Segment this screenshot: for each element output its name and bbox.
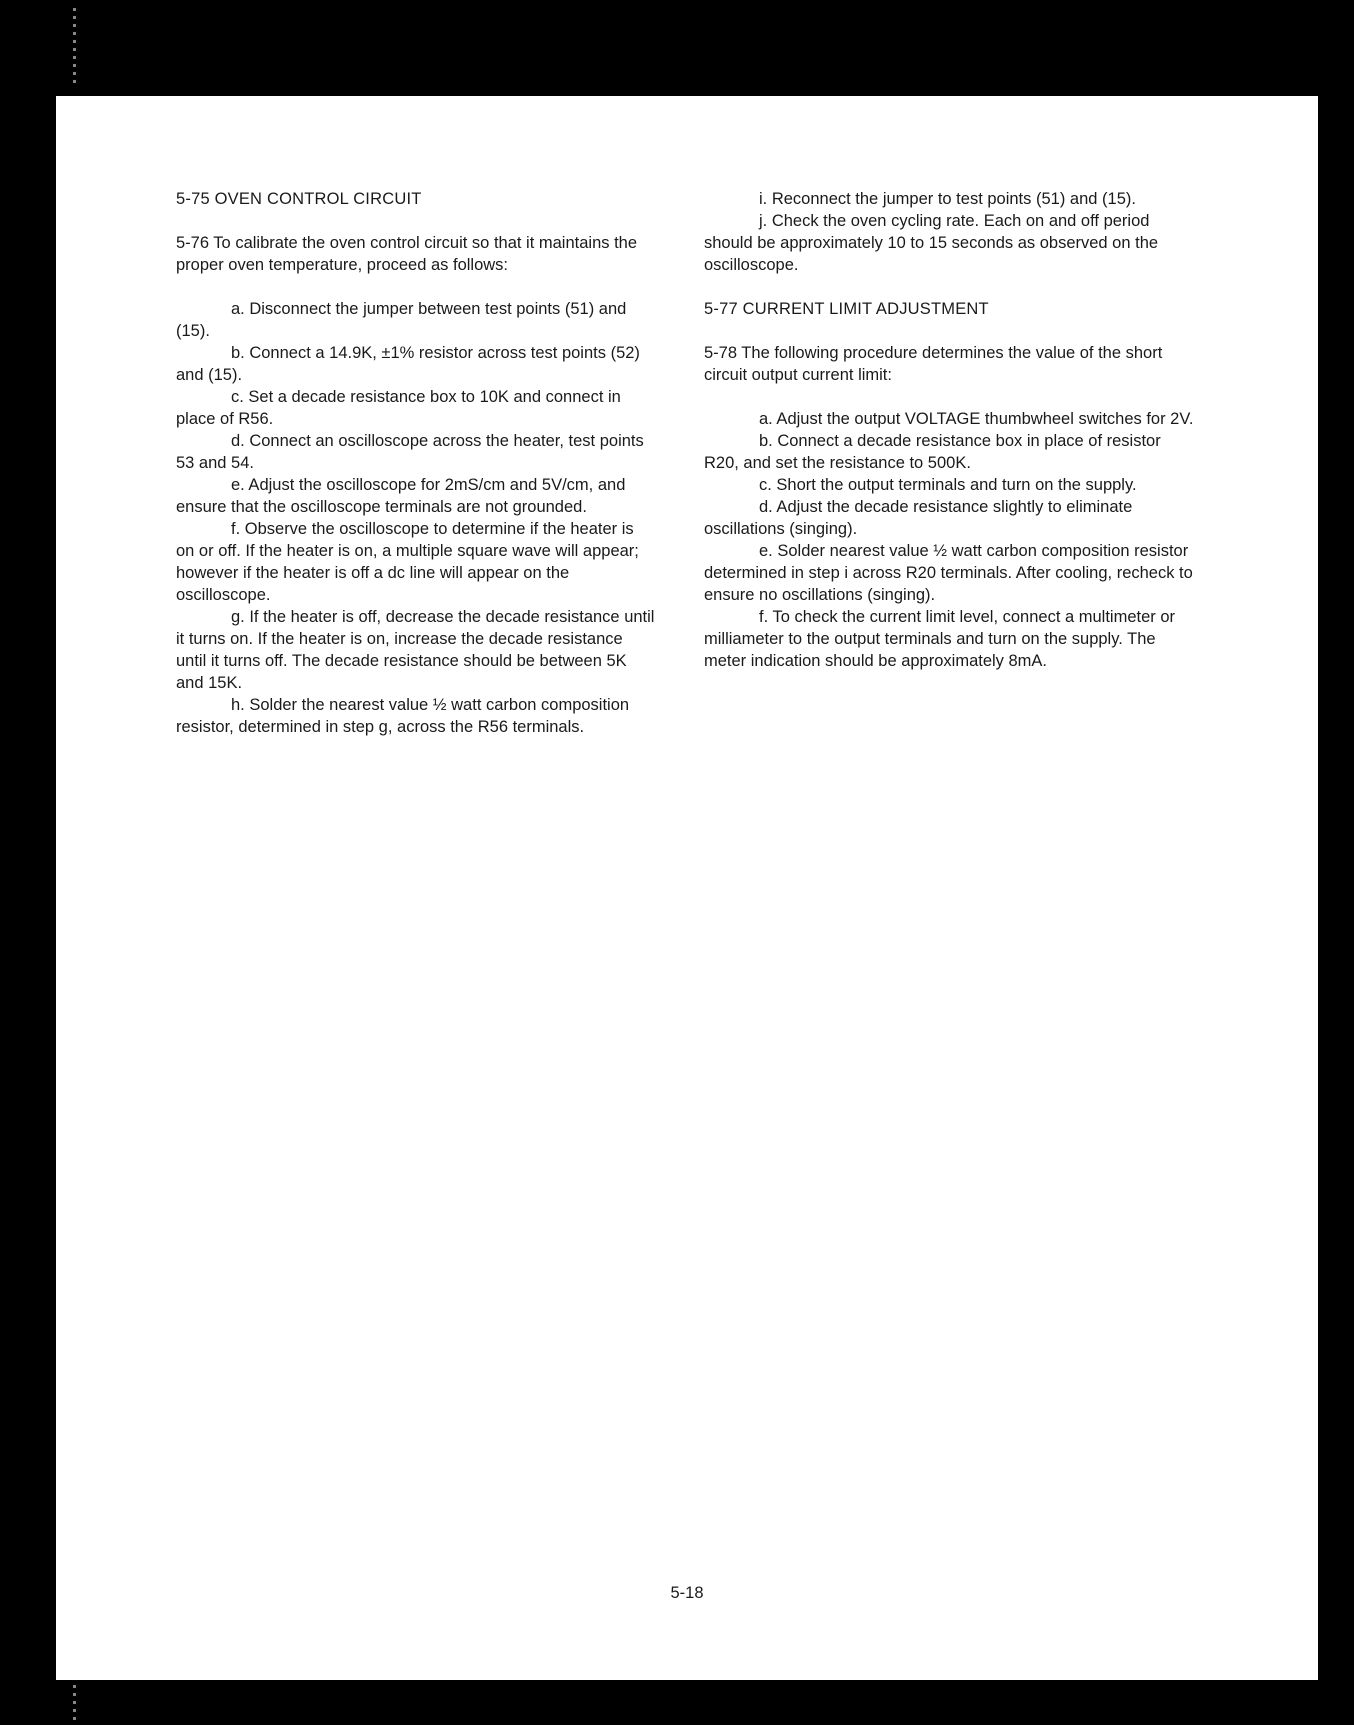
step-item: c. Set a decade resistance box to 10K and connect in place of R56. bbox=[176, 388, 621, 428]
step-item: g. If the heater is off, decrease the decade resistance until it turns on. If the heater is on, increase the decade resistance until it turns off. The decade resistance should be between 5K and 15K. bbox=[176, 608, 655, 692]
step-item: c. Short the output terminals and turn on the supply. bbox=[759, 476, 1137, 494]
step-item: e. Solder nearest value ½ watt carbon composition resistor determined in step i across R20 terminals. After cooling, recheck to ensure no oscillations (singing). bbox=[704, 542, 1193, 604]
page-number: 5-18 bbox=[670, 1584, 704, 1602]
intro-paragraph-5-76: 5-76 To calibrate the oven control circuit so that it maintains the proper oven temperature, proceed as follows: bbox=[176, 234, 638, 274]
continued-step-item: j. Check the oven cycling rate. Each on and off period should be approximately 10 to 15 seconds as observed on the oscilloscope. bbox=[704, 212, 1159, 274]
step-item: f. Observe the oscilloscope to determine if the heater is on or off. If the heater is on, a multiple square wave will appear; however if the heater is off a dc line will appear on the oscilloscope. bbox=[176, 520, 639, 604]
step-item: e. Adjust the oscilloscope for 2mS/cm and 5V/cm, and ensure that the oscilloscope terminals are not grounded. bbox=[176, 476, 626, 516]
step-item: f. To check the current limit level, connect a multimeter or milliameter to the output terminals and turn on the supply. The meter indication should be approximately 8mA. bbox=[704, 608, 1176, 670]
step-item: d. Adjust the decade resistance slightly to eliminate oscillations (singing). bbox=[704, 498, 1133, 538]
step-item: a. Adjust the output VOLTAGE thumbwheel switches for 2V. bbox=[759, 410, 1194, 428]
scan-mark-bottom bbox=[73, 1685, 76, 1721]
step-item: d. Connect an oscilloscope across the heater, test points 53 and 54. bbox=[176, 432, 644, 472]
scan-mark-top bbox=[73, 8, 76, 88]
left-column bbox=[176, 188, 656, 738]
step-item: h. Solder the nearest value ½ watt carbon composition resistor, determined in step g, across the R56 terminals. bbox=[176, 696, 630, 736]
right-column bbox=[704, 188, 1194, 672]
section-heading-oven-control: 5-75 OVEN CONTROL CIRCUIT bbox=[176, 190, 422, 208]
step-item: b. Connect a 14.9K, ±1% resistor across test points (52) and (15). bbox=[176, 344, 640, 384]
step-item: b. Connect a decade resistance box in place of resistor R20, and set the resistance to 500K. bbox=[704, 432, 1161, 472]
continued-step-item: i. Reconnect the jumper to test points (51) and (15). bbox=[759, 190, 1136, 208]
section-heading-current-limit: 5-77 CURRENT LIMIT ADJUSTMENT bbox=[704, 300, 989, 318]
intro-paragraph-5-78: 5-78 The following procedure determines the value of the short circuit output current limit: bbox=[704, 344, 1163, 384]
document-page bbox=[56, 96, 1318, 1680]
step-item: a. Disconnect the jumper between test points (51) and (15). bbox=[176, 300, 627, 340]
